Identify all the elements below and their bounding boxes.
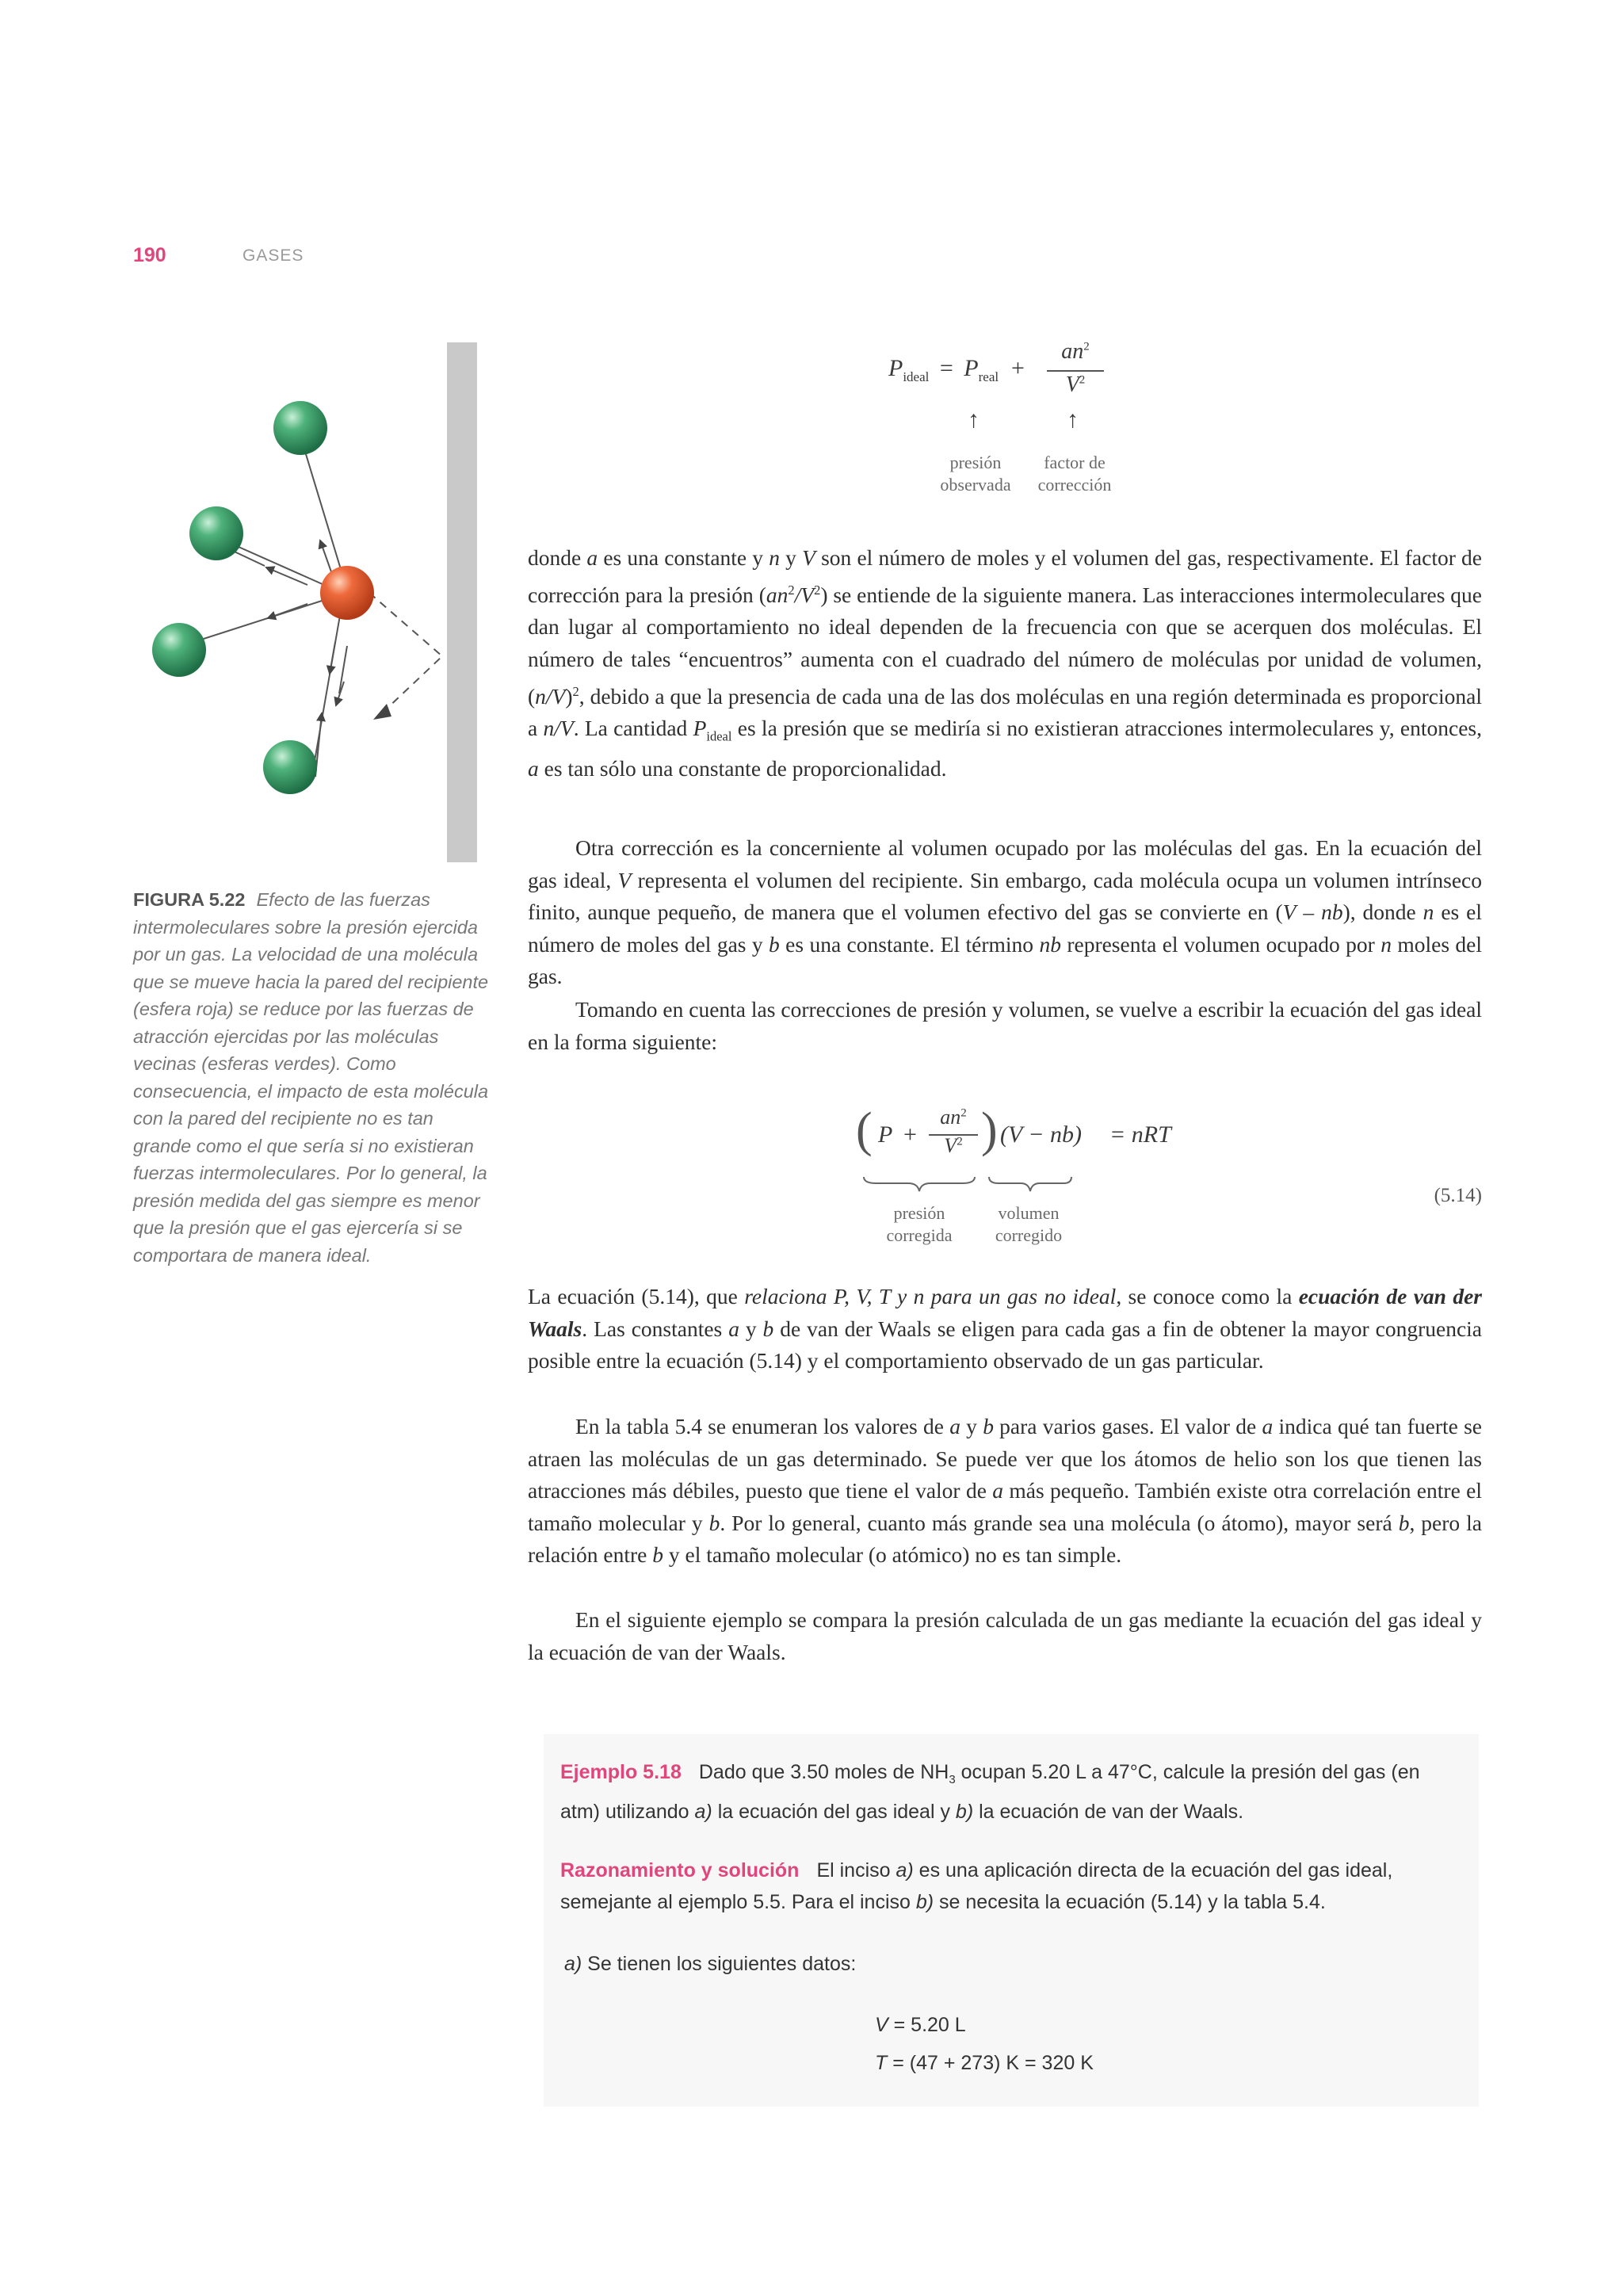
equation-ideal-pressure: $P_{ideal} = P_{real}$ + $an^2$ $V^2$ ↑ ↑ presión observada factor de corrección bbox=[888, 339, 1112, 495]
green-sphere bbox=[263, 740, 317, 794]
reasoning-label: Razonamiento y solución bbox=[560, 1859, 800, 1881]
deflection-path bbox=[369, 593, 442, 712]
example-label: Ejemplo 5.18 bbox=[560, 1761, 682, 1783]
figure-caption-text: Efecto de las fuerzas intermoleculares sobre la presión ejercida por un gas. La velocidad de una molécula que se mueve hacia la pared del recipiente (esfera roja) se reduce por las fuerzas de atracción ejercidas por las moléculas vecinas (esferas verdes). Como consecuencia, el impacto de esta molécula con la pared del recipiente no es tan grande como el que sería si no existieran fuerzas intermoleculares. Por lo general, la presión medida del gas siempre es menor que la presión que el gas ejercería si se comportara de manera ideal. bbox=[133, 889, 489, 1266]
data-volume: V = 5.20 L bbox=[875, 2014, 966, 2036]
example-statement bbox=[560, 1756, 1464, 1828]
green-sphere bbox=[273, 401, 327, 455]
reasoning-text: El inciso a) es una aplicación directa de la ecuación del gas ideal, semejante al ejemplo 5.5. Para el inciso b) se necesita la ecuación (5.14) y la tabla 5.4. bbox=[560, 1859, 1393, 1913]
example-reasoning bbox=[560, 1855, 1464, 1918]
red-sphere bbox=[320, 566, 374, 620]
paragraph-3: Tomando en cuenta las correcciones de presión y volumen, se vuelve a escribir la ecuación del gas ideal en la forma siguiente: bbox=[528, 997, 1482, 1054]
figure-caption bbox=[133, 886, 490, 1269]
example-text: Dado que 3.50 moles de $NH_3$ ocupan 5.20 L a 47°C, calcule la presión del gas (en atm) utilizando a) la ecuación del gas ideal y b) la ecuación de van der Waals. bbox=[560, 1761, 1420, 1823]
paragraph-2: Otra corrección es la concerniente al volumen ocupado por las moléculas del gas. En la ecuación del gas ideal, V representa el volumen del recipiente. Sin embargo, cada molécula ocupa un volumen intrínseco finito, aunque pequeño, de manera que el volumen efectivo del gas se convierte en (V – nb), donde n es el número de moles del gas y b es una constante. El término nb representa el volumen ocupado por n moles del gas. bbox=[528, 835, 1483, 989]
paragraph-1: donde a es una constante y n y V son el número de moles y el volumen del gas, respectivamente. El factor de corrección para la presión $(an^2/V^2)$ se entiende de la siguiente manera. Las interacciones intermoleculares que dan lugar al comportamiento no ideal dependen de la frecuencia con que se acerquen dos moléculas. El número de tales “encuentros” aumenta con el cuadrado del número de moléculas por unidad de volumen, $(n/V)^2$, debido a que la presencia de cada una de las dos moléculas en una región determinada es proporcional a n/V. La cantidad $P_{ideal}$ es la presión que se mediría si no existieran atracciones intermoleculares y, entonces, a es tan sólo una constante de proporcionalidad. bbox=[528, 545, 1483, 781]
equation-number: (5.14) bbox=[1434, 1185, 1482, 1206]
figure-5-22-illustration bbox=[132, 333, 480, 888]
data-temperature: T = (47 + 273) K = 320 K bbox=[875, 2052, 1094, 2074]
arrow-up-icon: ↑ bbox=[1067, 407, 1079, 433]
paragraph-6: En el siguiente ejemplo se compara la presión calculada de un gas mediante la ecuación del gas ideal y la ecuación de van der Waals. bbox=[528, 1607, 1482, 1664]
equation-van-der-waals: ( P + $an^2$ $V^2$ ) (V − nb) = nRT presión corregida volumen corregido (5.14) bbox=[856, 1103, 1482, 1245]
green-sphere bbox=[152, 623, 206, 677]
arrow-up-icon: ↑ bbox=[968, 407, 980, 433]
underbraces bbox=[862, 1175, 1092, 1199]
part-a: a) Se tienen los siguientes datos: bbox=[564, 1953, 857, 1975]
force-arrows bbox=[179, 436, 347, 777]
paragraph-5: En la tabla 5.4 se enumeran los valores de a y b para varios gases. El valor de a indica qué tan fuerte se atraen las moléculas de un gas determinado. Se puede ver que los átomos de helio son los que tienen las atracciones más débiles, puesto que tiene el valor de a más pequeño. También existe otra correlación entre el tamaño molecular y b. Por lo general, cuanto más grande sea una molécula (o átomo), mayor será b, pero la relación entre b y el tamaño molecular (o atómico) no es tan simple. bbox=[528, 1414, 1483, 1568]
page-number: 190 bbox=[133, 244, 166, 266]
figure-label: FIGURA 5.22 bbox=[133, 889, 246, 910]
running-head: GASES bbox=[242, 246, 304, 265]
green-sphere bbox=[189, 506, 243, 560]
paragraph-4: La ecuación (5.14), que relaciona P, V, T y n para un gas no ideal, se conoce como la ecuación de van der Waals. Las constantes a y b de van der Waals se eligen para cada gas a fin de obtener la mayor congruencia posible entre la ecuación (5.14) y el comportamiento observado de un gas particular. bbox=[528, 1284, 1483, 1373]
